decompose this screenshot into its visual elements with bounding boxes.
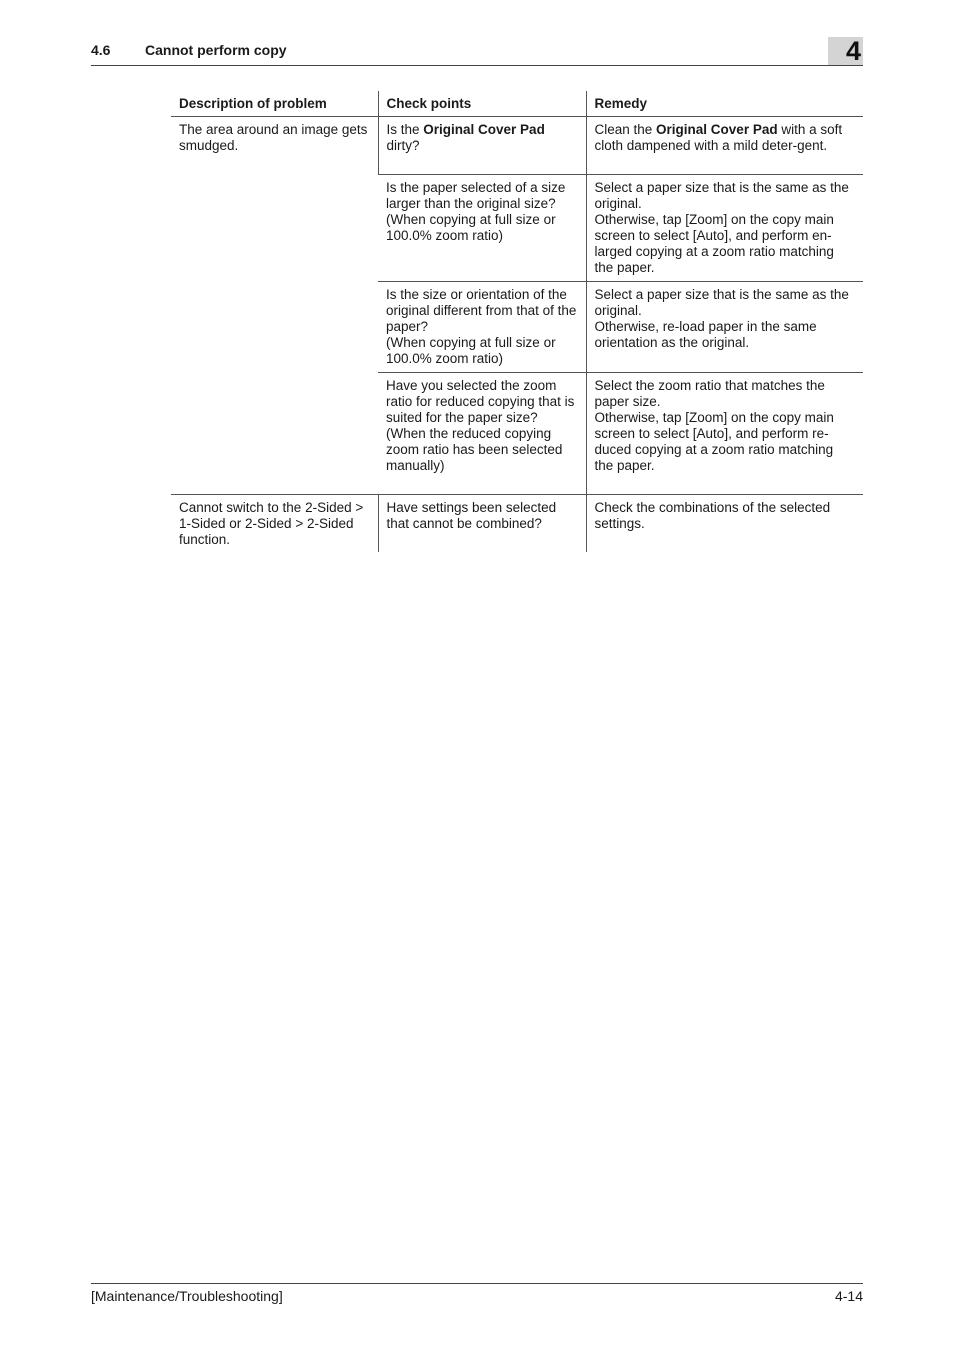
section-title: Cannot perform copy bbox=[145, 42, 287, 58]
remedy-cell: Select a paper size that is the same as the original. Otherwise, tap [Zoom] on the copy main screen to select [Auto], and perform en-larged copying at a zoom ratio matching the paper. bbox=[586, 175, 863, 282]
page-number: 4-14 bbox=[834, 1288, 863, 1304]
column-header-problem: Description of problem bbox=[171, 91, 378, 117]
table-header-row bbox=[171, 91, 863, 117]
table-row bbox=[171, 117, 863, 175]
check-cell: Have settings been selected that cannot be combined? bbox=[378, 495, 586, 553]
table-row bbox=[171, 495, 863, 553]
problem-cell: Cannot switch to the 2-Sided > 1-Sided or 2-Sided > 2-Sided function. bbox=[171, 495, 378, 553]
page-footer bbox=[91, 1283, 863, 1304]
chapter-badge: 4 bbox=[828, 37, 863, 65]
column-header-remedy: Remedy bbox=[586, 91, 863, 117]
remedy-cell: Select the zoom ratio that matches the paper size. Otherwise, tap [Zoom] on the copy main screen to select [Auto], and perform re-duced copying at a zoom ratio matching the paper. bbox=[586, 373, 863, 495]
check-cell: Is the paper selected of a size larger than the original size? (When copying at full size or 100.0% zoom ratio) bbox=[378, 175, 586, 282]
column-header-check-points: Check points bbox=[378, 91, 586, 117]
problem-cell: The area around an image gets smudged. bbox=[179, 122, 368, 153]
check-cell: Is the Original Cover Pad dirty? bbox=[378, 117, 586, 175]
troubleshooting-table bbox=[171, 91, 863, 552]
remedy-cell: Clean the Original Cover Pad with a soft cloth dampened with a mild deter-gent. bbox=[586, 117, 863, 175]
section-number: 4.6 bbox=[91, 42, 111, 58]
check-cell: Is the size or orientation of the original different from that of the paper? (When copying at full size or 100.0% zoom ratio) bbox=[378, 282, 586, 373]
remedy-cell: Check the combinations of the selected settings. bbox=[586, 495, 863, 553]
remedy-cell: Select a paper size that is the same as the original. Otherwise, re-load paper in the same orientation as the original. bbox=[586, 282, 863, 373]
page-header bbox=[91, 36, 863, 66]
check-cell: Have you selected the zoom ratio for reduced copying that is suited for the paper size? (When the reduced copying zoom ratio has been selected manually) bbox=[378, 373, 586, 495]
footer-manual-name: [Maintenance/Troubleshooting] bbox=[91, 1288, 283, 1304]
